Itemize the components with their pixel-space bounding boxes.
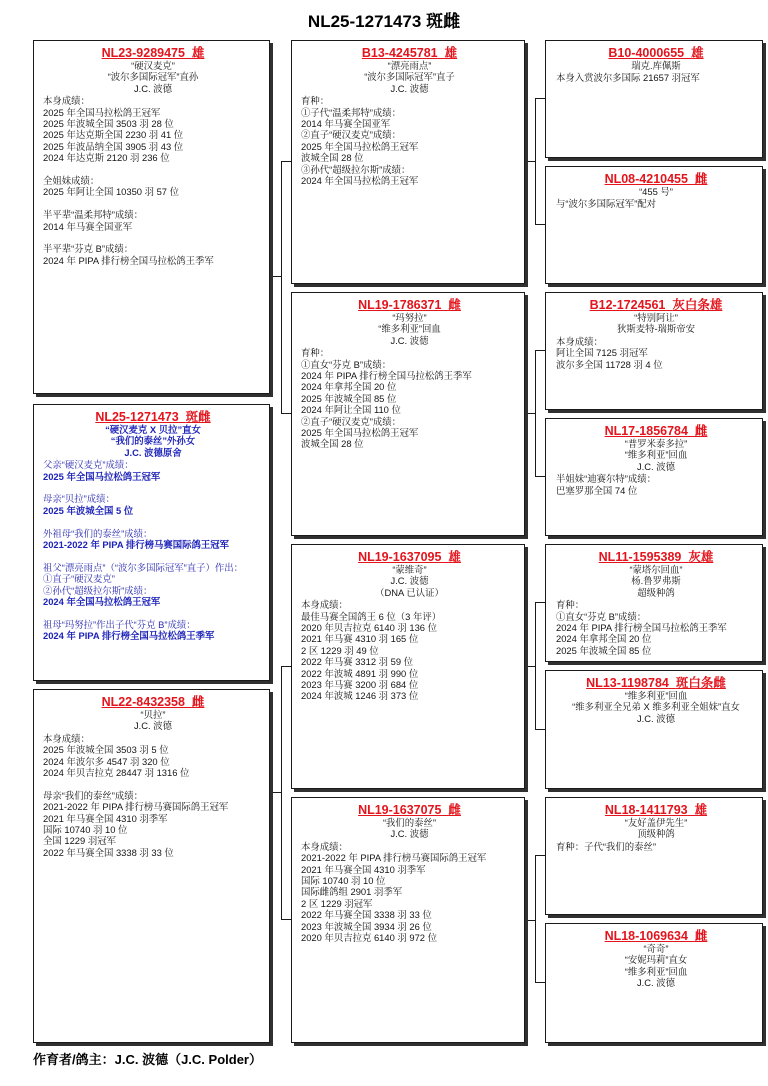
record-section [556, 336, 756, 370]
name-line: “455 号” [639, 186, 673, 197]
sex-label: 雌 [694, 424, 708, 438]
record-line: 半姐妹“迪赛尔特”成绩： [556, 473, 656, 485]
name-line: “普罗米泰多拉” [624, 438, 688, 449]
breeder-label: 作育者/鸽主： [33, 1052, 115, 1067]
ring-label [102, 695, 205, 709]
record-line: 2020 年贝吉拉克 6140 羽 972 位 [301, 932, 438, 944]
connector-line [281, 919, 291, 920]
pedigree-box-sire-dam-dam [545, 418, 763, 536]
record-line: 2025 年全国马拉松鸽王冠军 [43, 106, 161, 118]
name-line: J.C. 波德 [390, 334, 429, 346]
record-section [301, 841, 518, 944]
record-section [556, 841, 756, 852]
name-line: “我们的泰丝”外孙女 [110, 435, 196, 447]
record-line: 2014 年马赛全国亚军 [301, 118, 391, 130]
ring-header [556, 929, 756, 943]
name-line: J.C. 波德 [133, 720, 173, 732]
name-line: “波尔多国际冠军”直孙 [107, 71, 199, 83]
record-line: ①直女“芬克 B”成绩： [556, 610, 647, 622]
ring-header [556, 298, 756, 312]
records [301, 841, 518, 944]
records [43, 733, 263, 858]
name-line: “波尔多国际冠军”直子 [364, 71, 455, 83]
record-line: 2024 年阿让全国 110 位 [301, 404, 401, 416]
record-line: 2 区 1229 羽冠军 [301, 897, 373, 909]
record-line: 2021 年马赛 4310 羽 165 位 [301, 633, 419, 645]
record-line: 2024 年全国马拉松鸽王冠军 [301, 175, 419, 187]
ring-header [556, 424, 756, 438]
name-line: “友好盖伊先生” [624, 817, 688, 828]
record-line: 本身成绩： [43, 732, 90, 744]
connector-line [281, 161, 282, 414]
record-line: ①直女“芬克 B”成绩： [301, 358, 392, 370]
page-title [0, 11, 768, 33]
record-section [43, 95, 263, 163]
name-line: J.C. 波德原舍 [124, 446, 182, 458]
record-line: 2023 年波城全国 3934 羽 26 位 [301, 920, 432, 932]
ring-label [590, 298, 723, 312]
name-line: “蒙维奇” [392, 564, 427, 575]
name-line: J.C. 波德 [133, 82, 173, 94]
record-line: 半平辈“温柔邦特”成绩： [43, 209, 143, 221]
ring-label [599, 550, 714, 564]
ring-header [301, 46, 518, 60]
ring-header [301, 803, 518, 817]
record-section [556, 198, 756, 209]
record-section [43, 619, 263, 642]
record-line: 本身成绩： [301, 840, 348, 852]
connector-line [281, 666, 291, 667]
records [556, 336, 756, 370]
records [43, 459, 263, 641]
record-line: 2025 年阿让全国 10350 羽 57 位 [43, 186, 180, 198]
record-section [43, 493, 263, 516]
record-line: 波城全国 28 位 [301, 438, 364, 450]
record-line: 本身成绩： [43, 95, 90, 107]
record-line: 2025 年波品纳全国 3905 羽 43 位 [43, 140, 184, 152]
record-line: 国际 10740 羽 10 位 [301, 875, 386, 887]
record-section [556, 72, 756, 83]
name-line: “贝拉” [140, 709, 166, 720]
record-line: 半平辈“芬克 B”成绩： [43, 243, 134, 255]
ring-header [43, 410, 263, 424]
record-line: 育种： [556, 599, 585, 611]
pedigree-box-sire-sire [291, 40, 525, 284]
name-line: （DNA 已认证） [375, 586, 444, 598]
record-section [556, 473, 756, 496]
pedigree-box-sire-sire-dam [545, 166, 763, 284]
pedigree-box-sire-dam-sire [545, 292, 763, 410]
name-line: “硬汉麦克” [131, 60, 175, 71]
name-line: “维多利亚”回血 [624, 965, 688, 977]
record-section [301, 599, 518, 702]
connector-line [535, 982, 545, 983]
ring-number: NL19-1637075 [358, 803, 442, 817]
record-line: 本身成绩： [301, 599, 348, 611]
name-line: J.C. 波德 [390, 575, 429, 587]
connector-line [525, 161, 536, 162]
ring-label [586, 676, 726, 690]
record-line: ②直子“硬汉麦克”成绩： [301, 415, 401, 427]
name-line: “玛努拉” [392, 312, 427, 323]
records [556, 473, 756, 496]
result-line: 2025 年全国马拉松鸽王冠军 [43, 470, 161, 482]
pedigree-box-sire-dam [291, 292, 525, 536]
ring-number: NL18-1069634 [604, 929, 688, 943]
record-line: 2024 年贝吉拉克 28447 羽 1316 位 [43, 767, 190, 779]
ring-header [556, 550, 756, 564]
record-line: 母亲“我们的泰丝”成绩： [43, 789, 143, 801]
name-line: 狄斯麦特-瑞斯帝安 [616, 323, 696, 335]
record-line: 本身成绩： [556, 335, 603, 347]
name-line: “维多利亚全兄弟 X 维多利亚全姐妹”直女 [572, 701, 740, 713]
breeder-name: J.C. 波德（J.C. Polder） [114, 1052, 262, 1067]
record-line: 2020 年贝吉拉克 6140 羽 136 位 [301, 622, 438, 634]
record-line: 2024 年拿邦全国 20 位 [556, 633, 652, 645]
note-line: ②孙代“超级拉尔斯”成绩： [43, 584, 153, 596]
record-line: 2021-2022 年 PIPA 排行榜马赛国际鸽王冠军 [301, 852, 487, 864]
ring-number: B13-4245781 [361, 46, 438, 60]
connector-line [535, 855, 536, 983]
result-line: 2025 年波城全国 5 位 [43, 504, 134, 516]
records [301, 347, 518, 450]
breeder-footer [33, 1052, 262, 1068]
note-line: 父亲“硬汉麦克”成绩： [43, 459, 134, 471]
ring-label [358, 550, 461, 564]
ring-label [362, 46, 457, 60]
note-line: 祖父“漂亮雨点”（“波尔多国际冠军”直子）作出： [43, 561, 243, 573]
ring-header [556, 172, 756, 186]
records [556, 841, 756, 852]
record-line: 2022 年马赛 3312 羽 59 位 [301, 656, 414, 668]
name-line: “蒙塔尔回血” [629, 564, 683, 575]
ring-header [556, 676, 756, 690]
pedigree-box-subject [33, 404, 270, 681]
ring-number: NL08-4210455 [604, 172, 688, 186]
name-line: “特别阿让” [634, 312, 678, 323]
record-line: 2022 年马赛全国 3338 羽 33 位 [301, 909, 432, 921]
ring-label [605, 929, 708, 943]
record-line: 2023 年马赛 3200 羽 684 位 [301, 679, 419, 691]
records [556, 599, 756, 656]
ring-number: NL11-1595389 [598, 550, 682, 564]
name-line: “维多利亚”回血 [378, 323, 441, 335]
record-line: 2021 年马赛全国 4310 羽季军 [43, 812, 168, 824]
name-line: 杨.鲁罗弗斯 [631, 575, 681, 587]
record-line: 2025 年达克斯全国 2230 羽 41 位 [43, 129, 184, 141]
name-line: J.C. 波德 [636, 712, 676, 724]
ring-label [605, 172, 708, 186]
result-line: 2024 年全国马拉松鸽王冠军 [43, 596, 161, 608]
record-section [301, 347, 518, 450]
ring-label [95, 410, 210, 424]
sex-label: 斑雌 [185, 410, 211, 424]
record-line: 2 区 1229 羽 49 位 [301, 644, 379, 656]
record-section [43, 562, 263, 608]
sex-label: 雄 [444, 46, 458, 60]
ring-header [301, 550, 518, 564]
ring-number: NL19-1786371 [358, 298, 442, 312]
ring-label [358, 298, 461, 312]
sex-label: 灰雄 [688, 550, 714, 564]
ring-label [605, 424, 708, 438]
sex-label: 灰白条雄 [672, 298, 723, 312]
record-section [43, 790, 263, 858]
sex-label: 雄 [448, 550, 461, 564]
ring-header [556, 803, 756, 817]
name-line: 顶级种鸽 [637, 828, 675, 840]
ring-header [556, 46, 756, 60]
record-line: 2014 年马赛全国亚军 [43, 220, 133, 232]
note-line: 外祖母“我们的泰丝”成绩： [43, 527, 153, 539]
connector-line [525, 666, 536, 667]
connector-line [281, 413, 291, 414]
connector-line [535, 98, 545, 99]
result-line: 2024 年 PIPA 排行榜全国马拉松鸽王季军 [43, 630, 215, 642]
name-line: “硬汉麦克 X 贝拉”直女 [105, 424, 201, 435]
record-line: ③孙代“超级拉尔斯”成绩： [301, 163, 411, 175]
pedigree-box-sire-sire-sire [545, 40, 763, 158]
sex-label: 斑白条雌 [675, 676, 726, 690]
ring-label [608, 46, 703, 60]
sex-label: 雌 [448, 803, 461, 817]
record-line: 与“波尔多国际冠军”配对 [556, 198, 656, 210]
record-line: 2024 年 PIPA 排行榜全国马拉松鸽王季军 [556, 622, 727, 634]
pedigree-box-dam-sire [291, 544, 525, 789]
record-line: 2021-2022 年 PIPA 排行榜马赛国际鸽王冠军 [43, 801, 229, 813]
record-line: 全国 1229 羽冠军 [43, 835, 116, 847]
connector-line [535, 476, 545, 477]
record-line: 2024 年 PIPA 排行榜全国马拉松鸽王季军 [301, 370, 472, 382]
ring-number: NL22-8432358 [101, 695, 185, 709]
record-line: 2024 年达克斯 2120 羽 236 位 [43, 152, 170, 164]
name-line: J.C. 波德 [390, 828, 429, 840]
records [301, 95, 518, 186]
pedigree-box-dam-dam-dam [545, 923, 763, 1043]
record-line: ①子代“温柔邦特”成绩： [301, 106, 401, 118]
record-line: 2025 年全国马拉松鸽王冠军 [301, 140, 419, 152]
record-line: 波城全国 28 位 [301, 152, 364, 164]
name-line: 超级种鸽 [637, 586, 675, 598]
record-line: 国际雌鸽组 2901 羽季军 [301, 886, 403, 898]
record-line: 2025 年波城全国 3503 羽 5 位 [43, 744, 169, 756]
record-line: 2024 年波尔多 4547 羽 320 位 [43, 755, 170, 767]
name-line: J.C. 波德 [636, 460, 676, 472]
sex-label: 雌 [448, 298, 461, 312]
records [301, 599, 518, 702]
connector-line [270, 276, 282, 277]
record-line: 国际 10740 羽 10 位 [43, 824, 128, 836]
record-line: 2022 年马赛全国 3338 羽 33 位 [43, 846, 174, 858]
ring-number: NL23-9289475 [101, 46, 185, 60]
ring-number: B10-4000655 [608, 46, 685, 60]
name-line: “我们的泰丝” [382, 817, 437, 828]
sex-label: 雄 [694, 803, 708, 817]
name-line: “维多利亚”回血 [624, 690, 688, 701]
record-line: 2025 年波城全国 85 位 [301, 392, 397, 404]
record-line: 巴塞罗那全国 74 位 [556, 484, 638, 496]
sex-label: 雌 [694, 929, 708, 943]
note-line: ①直子“硬汉麦克” [43, 573, 115, 585]
name-line: J.C. 波德 [636, 977, 676, 989]
record-line: 波尔多全国 11728 羽 4 位 [556, 358, 663, 370]
sex-label: 雌 [191, 695, 205, 709]
record-section [556, 599, 756, 656]
note-line: 祖母“玛努拉”作出子代“芬克 B”成绩： [43, 618, 196, 630]
record-line: 2025 年全国马拉松鸽王冠军 [301, 427, 419, 439]
record-line: 本身入赏波尔多国际 21657 羽冠军 [556, 72, 700, 84]
connector-line [281, 666, 282, 920]
record-line: 2024 年拿邦全国 20 位 [301, 381, 397, 393]
record-section [43, 528, 263, 551]
ring-number: NL25-1271473 [95, 410, 179, 424]
connector-line [535, 602, 545, 603]
connector-line [525, 920, 536, 921]
ring-number: NL18-1411793 [604, 803, 688, 817]
title-ring-number: NL25-1271473 [307, 12, 422, 31]
connector-line [525, 413, 536, 414]
name-line: J.C. 波德 [390, 82, 429, 94]
record-line: 育种：子代“我们的泰丝” [556, 840, 656, 852]
record-section [43, 243, 263, 266]
result-line: 2021-2022 年 PIPA 排行榜马赛国际鸽王冠军 [43, 539, 229, 551]
ring-label [605, 803, 707, 817]
ring-number: B12-1724561 [589, 298, 666, 312]
ring-label [358, 803, 461, 817]
pedigree-box-dam-sire-sire [545, 544, 763, 662]
pedigree-box-dam [33, 689, 270, 1043]
pedigree-box-dam-sire-dam [545, 670, 763, 789]
record-line: 2021 年马赛全国 4310 羽季军 [301, 863, 426, 875]
record-line: 育种： [301, 95, 330, 107]
record-line: 最佳马赛全国鸽王 6 位（3 年评） [301, 610, 442, 622]
ring-number: NL19-1637095 [358, 550, 442, 564]
title-sex-label: 斑雌 [426, 12, 461, 31]
name-line: “漂亮雨点” [387, 60, 432, 71]
record-section [43, 209, 263, 232]
sex-label: 雄 [191, 46, 205, 60]
record-line: ②直子“硬汉麦克”成绩： [301, 129, 401, 141]
pedigree-box-dam-dam-sire [545, 797, 763, 915]
note-line: 母亲“贝拉”成绩： [43, 493, 115, 505]
pedigree-box-dam-dam [291, 797, 525, 1043]
record-section [301, 95, 518, 186]
record-line: 2025 年波城全国 85 位 [556, 644, 652, 656]
connector-line [535, 350, 545, 351]
name-line: “奇奇” [643, 943, 669, 954]
sex-label: 雌 [694, 172, 708, 186]
record-section [43, 459, 263, 482]
record-line: 全姐妹成绩： [43, 175, 100, 187]
record-line: 2024 年波城 1246 羽 373 位 [301, 690, 419, 702]
record-line: 2025 年波城全国 3503 羽 28 位 [43, 118, 174, 130]
ring-label [102, 46, 205, 60]
records [43, 95, 263, 266]
sex-label: 雄 [691, 46, 704, 60]
records [556, 72, 756, 83]
connector-line [535, 224, 545, 225]
connector-line [535, 855, 545, 856]
record-line: 2022 年波城 4891 羽 990 位 [301, 667, 419, 679]
connector-line [281, 161, 291, 162]
pedigree-box-sire [33, 40, 270, 394]
connector-line [535, 729, 545, 730]
ring-header [43, 695, 263, 709]
records [556, 198, 756, 209]
record-section [43, 175, 263, 198]
connector-line [270, 792, 282, 793]
name-line: “安妮玛莉”直女 [624, 954, 688, 966]
record-line: 育种： [301, 347, 330, 359]
ring-header [43, 46, 263, 60]
ring-header [301, 298, 518, 312]
name-line: 瑞克.库佩斯 [631, 60, 681, 71]
name-line: “维多利亚”回血 [624, 449, 688, 461]
record-line: 阿让全国 7125 羽冠军 [556, 347, 648, 359]
ring-number: NL17-1856784 [604, 424, 688, 438]
record-line: 2024 年 PIPA 排行榜全国马拉松鸽王季军 [43, 254, 214, 266]
ring-number: NL13-1198784 [586, 676, 669, 690]
record-section [43, 733, 263, 779]
